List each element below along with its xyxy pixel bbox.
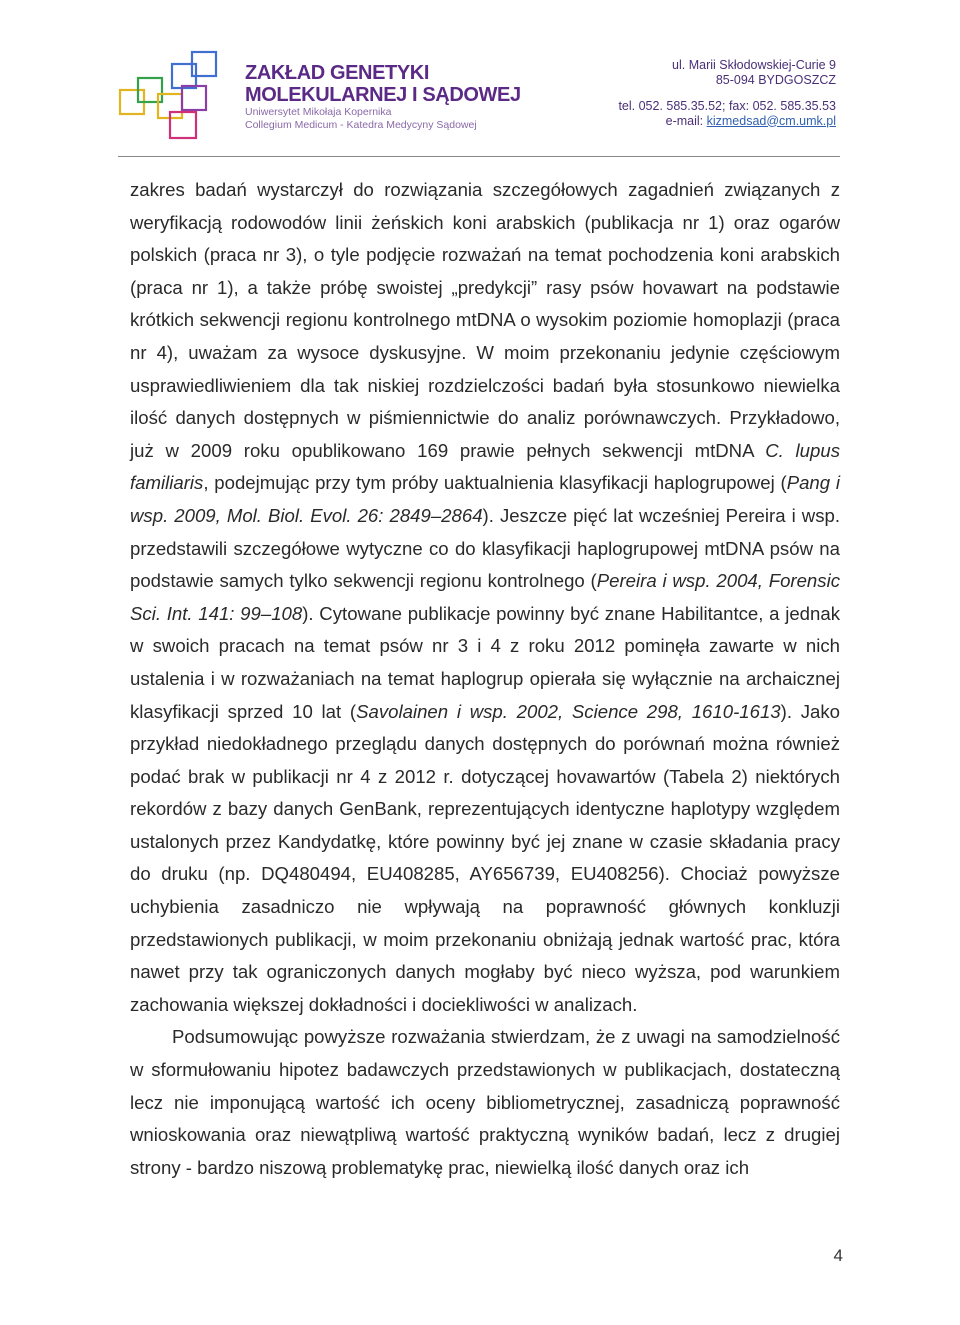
org-name-line2: MOLEKULARNEJ I SĄDOWEJ <box>245 84 521 106</box>
citation-pereira: Pereira i wsp. 2004, Forensic Sci. Int. 141: 99–108 <box>130 570 841 624</box>
paragraph-2: Podsumowując powyższe rozważania stwierdzam, że z uwagi na samodzielność w sformułowaniu hipotez badawczych przedstawionych w publikacjach, dostateczną lecz nie imponującą wartość ich oceny bibliometrycznej, zasadniczą poprawność wnioskowania oraz niewątpliwą wartość praktyczną wyników badań, lecz z drugiej strony - bardzo niszową problematykę prac, niewielką ilość danych oraz ich <box>130 1026 840 1178</box>
text-run: ). Jeszcze pięć lat wcześniej Pereira i wsp. przedstawili szczegółowe wytyczne co do klasyfikacji haplogrupowej mtDNA psów na podstawie samych tylko sekwencji regionu kontrolnego ( <box>130 504 840 592</box>
org-department: Collegium Medicum - Katedra Medycyny Sądowej <box>245 119 477 131</box>
org-name-line1: ZAKŁAD GENETYKI <box>245 62 430 84</box>
citation-savolainen: Savolainen i wsp. 2002, Science 298, 1610-1613 <box>356 700 781 722</box>
text-run: ). Cytowane publikacje powinny być znane Habilitantce, a jednak w swoich pracach na temat psów nr 3 i 4 z roku 2012 pominęła zawarte w nich ustalenia i w rozważaniach na temat haplogrup opierała się wyłącznie na archaicznej klasyfikacji sprzed 10 lat ( <box>130 602 840 722</box>
text-run: ). Jako przykład niedokładnego przeglądu danych dostępnych do porównań można również podać brak w publikacji nr 4 z 2012 r. dotyczącej hovawartów (Tabela 2) niektórych rekordów z bazy danych GenBank, reprezentujących identyczne haplotypy względem ustalonych przez Kandydatkę, które powinny być jej znane w czasie składania pracy do druku (np. DQ480494, EU408285, AY656739, EU408256). Chociaż powyższe uchybienia zasadniczo nie wpływają na poprawność głównych konkluzji przedstawionych publikacji, w moim przekonaniu obniżają jednak wartość prac, która nawet przy tak ograniczonych danych mogłaby być nieco wyższa, pod warunkiem zachowania większej dokładności i dociekliwości w analizach. <box>130 700 840 1015</box>
email-link[interactable]: kizmedsad@cm.umk.pl <box>706 113 836 128</box>
organization-block <box>245 62 575 132</box>
document-body <box>130 174 840 1184</box>
text-run: zakres badań wystarczył do rozwiązania szczegółowych zagadnień związanych z weryfikacją rodowodów linii żeńskich koni arabskich (publikacja nr 1) oraz ogarów polskich (praca nr 3), o tyle podjęcie rozważań na temat pochodzenia koni arabskich (praca nr 1), a także próbę swoistej „predykcji” rasy psów hovawart na podstawie krótkich sekwencji regionu kontrolnego mtDNA o wysokim poziomie homoplazji (praca nr 4), uważam za wysoce dyskusyjne. W moim przekonaniu jedynie częściowym usprawiedliwieniem dla tak niskiej rozdzielczości badań była stosunkowo niewielka ilość danych dostępnych w piśmiennictwie do analiz porównawczych. Przykładowo, już w 2009 roku opublikowano 169 prawie pełnych sekwencji mtDNA <box>130 179 840 461</box>
letterhead <box>0 0 960 160</box>
citation-pang: Pang i wsp. 2009, Mol. Biol. Evol. 26: 2849–2864 <box>130 472 840 526</box>
address-street: ul. Marii Skłodowskiej-Curie 9 <box>672 58 836 72</box>
phone-fax: tel. 052. 585.35.52; fax: 052. 585.35.53 <box>618 99 836 113</box>
header-divider <box>118 156 840 157</box>
logo-icon <box>118 50 228 142</box>
address-block <box>618 58 836 128</box>
page-number: 4 <box>833 1246 843 1265</box>
species-name: C. lupus familiaris <box>130 439 840 494</box>
email-line <box>618 114 836 129</box>
org-university: Uniwersytet Mikołaja Kopernika <box>245 106 392 118</box>
paragraph-1 <box>130 174 840 1021</box>
address-city: 85-094 BYDGOSZCZ <box>715 72 836 87</box>
email-label: e-mail: <box>665 113 707 128</box>
text-run: , podejmując przy tym próby uaktualnienia klasyfikacji haplogrupowej ( <box>203 472 787 494</box>
